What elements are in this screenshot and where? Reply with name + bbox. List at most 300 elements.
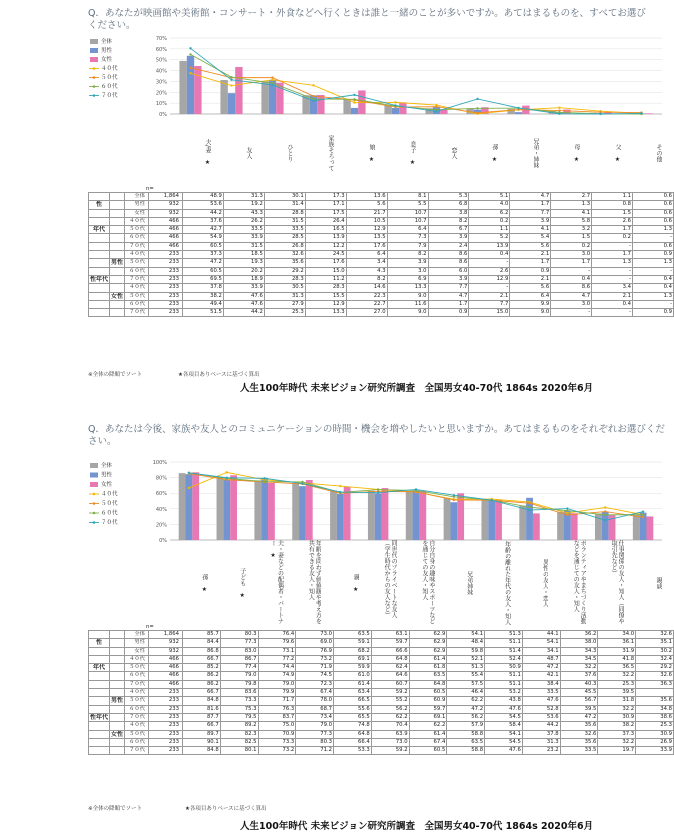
series-point bbox=[188, 472, 190, 474]
table-cell: 54.1 bbox=[522, 639, 560, 647]
table-cell: 0.4 bbox=[592, 300, 633, 308]
table-cell: 466 bbox=[149, 217, 183, 225]
table-cell: - bbox=[592, 275, 633, 283]
table-cell: 77.2 bbox=[258, 655, 296, 663]
table-cell: 62.9 bbox=[409, 639, 447, 647]
table-cell: 66.7 bbox=[182, 655, 220, 663]
table-cell: 466 bbox=[149, 234, 183, 242]
series-point bbox=[642, 510, 644, 512]
table-cell bbox=[89, 655, 110, 663]
series-point bbox=[189, 72, 191, 74]
table-cell: 233 bbox=[149, 267, 183, 275]
table-cell bbox=[110, 234, 125, 242]
table-cell: 15.5 bbox=[305, 292, 346, 300]
question-2: Q．あなたは今後、家族や友人とのコミュニケーションの時間・機会を増やしたいと思いますか。あてはまるものをそれぞれお選びください。 bbox=[88, 424, 665, 447]
table-cell: 83.0 bbox=[220, 647, 258, 655]
table-cell: 79.5 bbox=[220, 713, 258, 721]
table-cell: 466 bbox=[149, 242, 183, 250]
bar bbox=[344, 487, 351, 540]
table-cell: 2.1 bbox=[592, 292, 633, 300]
series-point bbox=[339, 491, 341, 493]
table-cell: 13.9 bbox=[469, 242, 510, 250]
table-cell: ４０代 bbox=[125, 722, 149, 730]
table-cell: 32.6 bbox=[636, 672, 674, 680]
table-cell: 32.2 bbox=[598, 705, 636, 713]
table-cell: 0.2 bbox=[469, 217, 510, 225]
table-cell: 48.9 bbox=[182, 193, 223, 201]
bar bbox=[533, 513, 540, 540]
table-cell bbox=[110, 267, 125, 275]
table-cell: 57.9 bbox=[447, 722, 485, 730]
series-point bbox=[604, 514, 606, 516]
table-cell bbox=[89, 267, 110, 275]
table-cell: 8.2 bbox=[387, 251, 428, 259]
table-cell: 17.1 bbox=[305, 201, 346, 209]
table-cell: 女性 bbox=[125, 209, 149, 217]
table-cell: 5.8 bbox=[551, 217, 592, 225]
table-cell: - bbox=[551, 267, 592, 275]
table-cell: 1.1 bbox=[592, 193, 633, 201]
table-cell: 84.8 bbox=[182, 697, 220, 705]
table-cell: 1.1 bbox=[469, 226, 510, 234]
table-row bbox=[89, 689, 674, 697]
bar bbox=[187, 56, 194, 114]
table-cell: 59.2 bbox=[371, 747, 409, 755]
table-cell: 2.6 bbox=[592, 217, 633, 225]
note-base-2: ★各項目ありベースに基づく算出 bbox=[185, 806, 267, 812]
table-cell: 37.8 bbox=[182, 284, 223, 292]
table-cell: 60.5 bbox=[182, 267, 223, 275]
table-cell: ７０代 bbox=[125, 242, 149, 250]
table-cell: 36.1 bbox=[598, 639, 636, 647]
table-cell bbox=[110, 275, 125, 283]
y-tick-label: 0% bbox=[159, 112, 167, 118]
table-cell: 55.6 bbox=[334, 705, 372, 713]
legend-label: ６０代 bbox=[101, 510, 118, 517]
table-cell: 30.1 bbox=[264, 193, 305, 201]
data-table-2 bbox=[88, 630, 674, 755]
table-cell: 28.3 bbox=[264, 275, 305, 283]
table-cell: 1.5 bbox=[551, 234, 592, 242]
category-label: 夫・妻などの配偶者・パートナー ★ bbox=[269, 540, 284, 624]
table-row bbox=[89, 680, 674, 688]
table-cell: 47.2 bbox=[447, 705, 485, 713]
table-cell: 30.9 bbox=[598, 713, 636, 721]
table-cell: 59.7 bbox=[409, 705, 447, 713]
table-cell: 79.9 bbox=[258, 689, 296, 697]
table-cell: 87.7 bbox=[182, 713, 220, 721]
table-cell: 47.2 bbox=[560, 713, 598, 721]
table-cell: 63.5 bbox=[409, 672, 447, 680]
bar bbox=[633, 515, 640, 540]
table-cell: 34.8 bbox=[636, 705, 674, 713]
table-cell: 75.3 bbox=[220, 705, 258, 713]
table-cell: - bbox=[592, 242, 633, 250]
table-cell: ４０代 bbox=[125, 284, 149, 292]
table-cell: 性年代 bbox=[90, 275, 109, 283]
legend-marker bbox=[93, 521, 96, 524]
table-cell: 28.3 bbox=[305, 284, 346, 292]
table-cell: 35.6 bbox=[560, 738, 598, 746]
table-cell: 69.1 bbox=[334, 655, 372, 663]
table-cell: 466 bbox=[149, 664, 183, 672]
table-cell: 33.5 bbox=[522, 689, 560, 697]
category-label: 家族そろって bbox=[327, 135, 334, 171]
table-cell: 48.7 bbox=[522, 655, 560, 663]
table-row bbox=[89, 259, 674, 267]
table-cell: 9.9 bbox=[510, 300, 551, 308]
table-cell: 33.5 bbox=[560, 747, 598, 755]
table-cell: 75.0 bbox=[258, 722, 296, 730]
table-cell: 33.5 bbox=[223, 226, 264, 234]
bar bbox=[217, 477, 224, 540]
table-cell: 62.2 bbox=[409, 722, 447, 730]
bar bbox=[368, 491, 375, 540]
table-cell: 7.7 bbox=[510, 209, 551, 217]
table-cell: 33.5 bbox=[264, 226, 305, 234]
table-cell: 233 bbox=[149, 747, 183, 755]
table-row bbox=[89, 309, 674, 317]
table-row bbox=[89, 705, 674, 713]
table-cell: 4.3 bbox=[346, 267, 387, 275]
table-cell: 0.6 bbox=[633, 193, 674, 201]
table-cell bbox=[89, 259, 110, 267]
table-cell: 31.4 bbox=[264, 201, 305, 209]
y-tick-label: 0% bbox=[159, 538, 167, 544]
table-cell: 53.2 bbox=[485, 689, 523, 697]
y-tick-label: 40% bbox=[155, 68, 167, 75]
bar bbox=[645, 113, 652, 114]
table-cell: 35.1 bbox=[636, 639, 674, 647]
series-point bbox=[415, 488, 417, 490]
n-label-1: n= bbox=[146, 186, 154, 192]
category-label: ボランティアやまちづくり活動などを通じての友人・知人 bbox=[572, 540, 587, 624]
table-cell: 62.2 bbox=[371, 713, 409, 721]
table-cell: 1.3 bbox=[633, 292, 674, 300]
y-tick-label: 40% bbox=[155, 506, 167, 513]
category-label: 孫 ★ bbox=[200, 573, 208, 593]
bar bbox=[392, 108, 399, 114]
table-cell: 8.2 bbox=[428, 217, 469, 225]
table-cell: 26.8 bbox=[264, 242, 305, 250]
legend-marker bbox=[93, 67, 96, 70]
series-point bbox=[226, 471, 228, 473]
table-row bbox=[89, 292, 674, 300]
table-cell: 3.0 bbox=[551, 251, 592, 259]
bar bbox=[261, 81, 268, 114]
legend-label: ６０代 bbox=[101, 84, 118, 90]
table-cell: 0.9 bbox=[510, 267, 551, 275]
category-label: 恋人 bbox=[450, 147, 457, 159]
table-cell: 64.8 bbox=[334, 730, 372, 738]
series-point bbox=[301, 482, 303, 484]
y-tick-label: 60% bbox=[155, 491, 167, 498]
table-cell: 233 bbox=[149, 730, 183, 738]
table-cell: 6.0 bbox=[428, 267, 469, 275]
series-point bbox=[312, 100, 314, 102]
legend-label: 男性 bbox=[101, 472, 113, 479]
table-cell: 39.5 bbox=[598, 689, 636, 697]
table-cell bbox=[89, 242, 110, 250]
table-cell: 233 bbox=[149, 697, 183, 705]
table-cell: 25.3 bbox=[598, 680, 636, 688]
table-cell: 64.6 bbox=[371, 672, 409, 680]
series-point bbox=[394, 101, 396, 103]
table-cell: - bbox=[592, 267, 633, 275]
table-cell bbox=[110, 713, 125, 721]
table-row bbox=[89, 655, 674, 663]
category-label: 年齢を問わず価値観や考え方を共有できる友人・知人 bbox=[307, 540, 322, 624]
table-cell: 1.3 bbox=[633, 226, 674, 234]
table-cell: 9.0 bbox=[510, 309, 551, 317]
table-cell: 31.5 bbox=[223, 242, 264, 250]
table-cell: 35.6 bbox=[264, 259, 305, 267]
table-cell: 2.1 bbox=[510, 251, 551, 259]
table-cell bbox=[110, 664, 125, 672]
table-cell: 15.0 bbox=[469, 309, 510, 317]
table-cell: ６０代 bbox=[125, 300, 149, 308]
table-cell: 7.3 bbox=[387, 234, 428, 242]
category-label: 父 ★ bbox=[614, 143, 621, 163]
series-point bbox=[230, 84, 232, 86]
table-cell: 47.6 bbox=[485, 747, 523, 755]
y-tick-label: 70% bbox=[155, 36, 167, 42]
table-cell: 60.5 bbox=[409, 747, 447, 755]
table-cell: 27.0 bbox=[346, 309, 387, 317]
table-cell: ６０代 bbox=[125, 705, 149, 713]
series-point bbox=[476, 107, 478, 109]
table-cell: 0.9 bbox=[633, 251, 674, 259]
table-cell: 1.5 bbox=[592, 209, 633, 217]
table-row bbox=[89, 217, 674, 225]
table-cell: 3.0 bbox=[551, 300, 592, 308]
table-cell: 性 bbox=[89, 639, 110, 647]
table-cell: 2.1 bbox=[469, 292, 510, 300]
series-point bbox=[271, 84, 273, 86]
table-cell: 47.6 bbox=[522, 697, 560, 705]
table-cell bbox=[110, 631, 125, 639]
table-cell: 1.7 bbox=[510, 259, 551, 267]
table-cell: 52.4 bbox=[485, 655, 523, 663]
table-cell: 41.8 bbox=[598, 655, 636, 663]
table-cell: 1.7 bbox=[551, 259, 592, 267]
table-cell: 5.1 bbox=[469, 193, 510, 201]
category-label: 兄弟姉妹 bbox=[465, 571, 473, 595]
table-cell: 13.9 bbox=[305, 234, 346, 242]
table-cell: 8.6 bbox=[551, 284, 592, 292]
y-tick-label: 100% bbox=[152, 460, 167, 466]
table-cell: 69.0 bbox=[296, 639, 334, 647]
table-cell: 55.2 bbox=[371, 697, 409, 705]
table-cell: 61.4 bbox=[334, 680, 372, 688]
table-cell: 79.0 bbox=[220, 672, 258, 680]
table-cell: 30.2 bbox=[636, 647, 674, 655]
table-cell: 0.4 bbox=[633, 284, 674, 292]
table-cell: 43.8 bbox=[485, 697, 523, 705]
table-cell: 53.3 bbox=[334, 747, 372, 755]
y-tick-label: 60% bbox=[155, 46, 167, 53]
table-cell: 86.7 bbox=[220, 655, 258, 663]
table-cell: 13.5 bbox=[346, 234, 387, 242]
table-cell: 71.9 bbox=[296, 664, 334, 672]
table-cell: 32.2 bbox=[598, 738, 636, 746]
bar bbox=[179, 473, 186, 540]
table-cell bbox=[89, 697, 110, 705]
table-row bbox=[89, 242, 674, 250]
table-cell bbox=[110, 226, 125, 234]
table-cell: 0.9 bbox=[428, 309, 469, 317]
table-cell: 44.1 bbox=[522, 631, 560, 639]
table-cell: 1.3 bbox=[592, 259, 633, 267]
category-label: 年齢の離れた年代の友人・知人 bbox=[503, 541, 511, 625]
table-cell: 26.4 bbox=[305, 217, 346, 225]
table-cell: 69.1 bbox=[409, 713, 447, 721]
bar bbox=[399, 102, 406, 114]
table-cell: 52.8 bbox=[522, 705, 560, 713]
table-cell: 233 bbox=[149, 713, 183, 721]
table-cell: 0.6 bbox=[633, 217, 674, 225]
table-cell: 5.6 bbox=[510, 284, 551, 292]
table-cell: 74.9 bbox=[258, 672, 296, 680]
table-cell: 51.3 bbox=[485, 631, 523, 639]
table-cell: 73.4 bbox=[296, 713, 334, 721]
table-cell: 233 bbox=[149, 689, 183, 697]
bar bbox=[337, 494, 344, 540]
table-cell: - bbox=[592, 309, 633, 317]
bar bbox=[519, 506, 526, 540]
table-cell: 33.9 bbox=[223, 234, 264, 242]
table-row bbox=[89, 300, 674, 308]
table-cell: 3.8 bbox=[428, 209, 469, 217]
table-cell: 58.8 bbox=[447, 747, 485, 755]
table-cell: 47.2 bbox=[522, 664, 560, 672]
table-cell: 15.0 bbox=[305, 267, 346, 275]
table-cell: 51.1 bbox=[485, 680, 523, 688]
table-cell: 43.3 bbox=[223, 209, 264, 217]
table-cell: 0.6 bbox=[633, 242, 674, 250]
table-cell bbox=[89, 234, 110, 242]
table-cell: 0.8 bbox=[592, 201, 633, 209]
table-cell: 59.2 bbox=[371, 689, 409, 697]
bar bbox=[450, 502, 457, 540]
category-label: 親 ★ bbox=[352, 573, 360, 593]
series-point bbox=[528, 502, 530, 504]
table-cell: 66.6 bbox=[371, 647, 409, 655]
series-point bbox=[189, 66, 191, 68]
table-cell: 76.9 bbox=[296, 647, 334, 655]
table-cell: 9.0 bbox=[387, 309, 428, 317]
y-tick-label: 80% bbox=[155, 475, 167, 482]
table-cell bbox=[89, 209, 110, 217]
data-table-1 bbox=[88, 192, 674, 317]
bar bbox=[444, 498, 451, 540]
table-cell: 84.4 bbox=[182, 639, 220, 647]
table-row bbox=[89, 697, 674, 705]
table-cell: 68.7 bbox=[296, 705, 334, 713]
table-cell: ４０代 bbox=[125, 217, 149, 225]
table-cell: 13.3 bbox=[305, 309, 346, 317]
series-point bbox=[640, 112, 642, 114]
table-cell: 0.2 bbox=[551, 242, 592, 250]
bar bbox=[186, 474, 193, 540]
table-cell: 5.2 bbox=[469, 234, 510, 242]
category-label: ひとり bbox=[286, 144, 293, 162]
table-cell: 32.6 bbox=[560, 730, 598, 738]
table-cell: 32.6 bbox=[264, 251, 305, 259]
table-cell: 9.0 bbox=[387, 292, 428, 300]
table-cell: ４０代 bbox=[125, 251, 149, 259]
table-cell: 61.4 bbox=[409, 655, 447, 663]
table-cell: 4.0 bbox=[469, 201, 510, 209]
table-cell: 66.7 bbox=[182, 689, 220, 697]
table-cell: 53.6 bbox=[182, 201, 223, 209]
series-point bbox=[226, 477, 228, 479]
table-cell: 10.5 bbox=[346, 217, 387, 225]
table-cell: 63.5 bbox=[334, 631, 372, 639]
table-cell: 44.2 bbox=[223, 309, 264, 317]
table-cell: 年代 bbox=[89, 664, 110, 672]
table-cell: 932 bbox=[149, 209, 183, 217]
table-cell: 年代 bbox=[89, 226, 110, 234]
table-cell: 33.9 bbox=[223, 284, 264, 292]
table-cell: 48.4 bbox=[447, 639, 485, 647]
table-cell: 35.6 bbox=[636, 697, 674, 705]
table-cell: 34.1 bbox=[522, 647, 560, 655]
table-cell: 55.4 bbox=[447, 672, 485, 680]
table-cell: 466 bbox=[149, 672, 183, 680]
table-cell: 60.5 bbox=[182, 242, 223, 250]
table-cell: 89.2 bbox=[220, 722, 258, 730]
table-cell: ６０代 bbox=[125, 234, 149, 242]
table-cell: 38.2 bbox=[598, 722, 636, 730]
table-cell: 10.7 bbox=[387, 209, 428, 217]
table-cell: 6.4 bbox=[346, 251, 387, 259]
series-point bbox=[476, 112, 478, 114]
table-cell: 70.9 bbox=[258, 730, 296, 738]
table-row bbox=[89, 738, 674, 746]
series-point bbox=[435, 106, 437, 108]
series-point bbox=[339, 485, 341, 487]
table-cell: ５０代 bbox=[125, 730, 149, 738]
table-cell: 77.3 bbox=[296, 730, 334, 738]
table-cell: 30.5 bbox=[264, 284, 305, 292]
bar bbox=[351, 108, 358, 114]
table-cell: 63.5 bbox=[447, 738, 485, 746]
series-point bbox=[271, 76, 273, 78]
table-cell: 8.2 bbox=[346, 275, 387, 283]
legend-label: 男性 bbox=[101, 48, 113, 54]
table-cell bbox=[89, 309, 110, 317]
table-cell: 17.6 bbox=[305, 259, 346, 267]
category-label: 息子 ★ bbox=[409, 140, 416, 166]
table-cell: 32.6 bbox=[636, 631, 674, 639]
table-cell: - bbox=[469, 259, 510, 267]
table-cell: 25.3 bbox=[264, 309, 305, 317]
table-cell: 40.3 bbox=[560, 680, 598, 688]
table-cell: 74.4 bbox=[258, 664, 296, 672]
caption-1: 人生100年時代 未来ビジョン研究所調査 全国男女40-70代 1864s 2020年6月 bbox=[240, 383, 594, 394]
bar bbox=[306, 480, 313, 540]
table-cell: 64.8 bbox=[409, 680, 447, 688]
table-cell: 22.3 bbox=[346, 292, 387, 300]
table-cell: 233 bbox=[149, 705, 183, 713]
table-cell: 19.2 bbox=[223, 201, 264, 209]
table-cell: 0.6 bbox=[633, 201, 674, 209]
table-cell bbox=[89, 292, 110, 300]
table-cell: ６０代 bbox=[125, 267, 149, 275]
table-cell: 62.4 bbox=[371, 664, 409, 672]
table-cell: 8.1 bbox=[387, 193, 428, 201]
